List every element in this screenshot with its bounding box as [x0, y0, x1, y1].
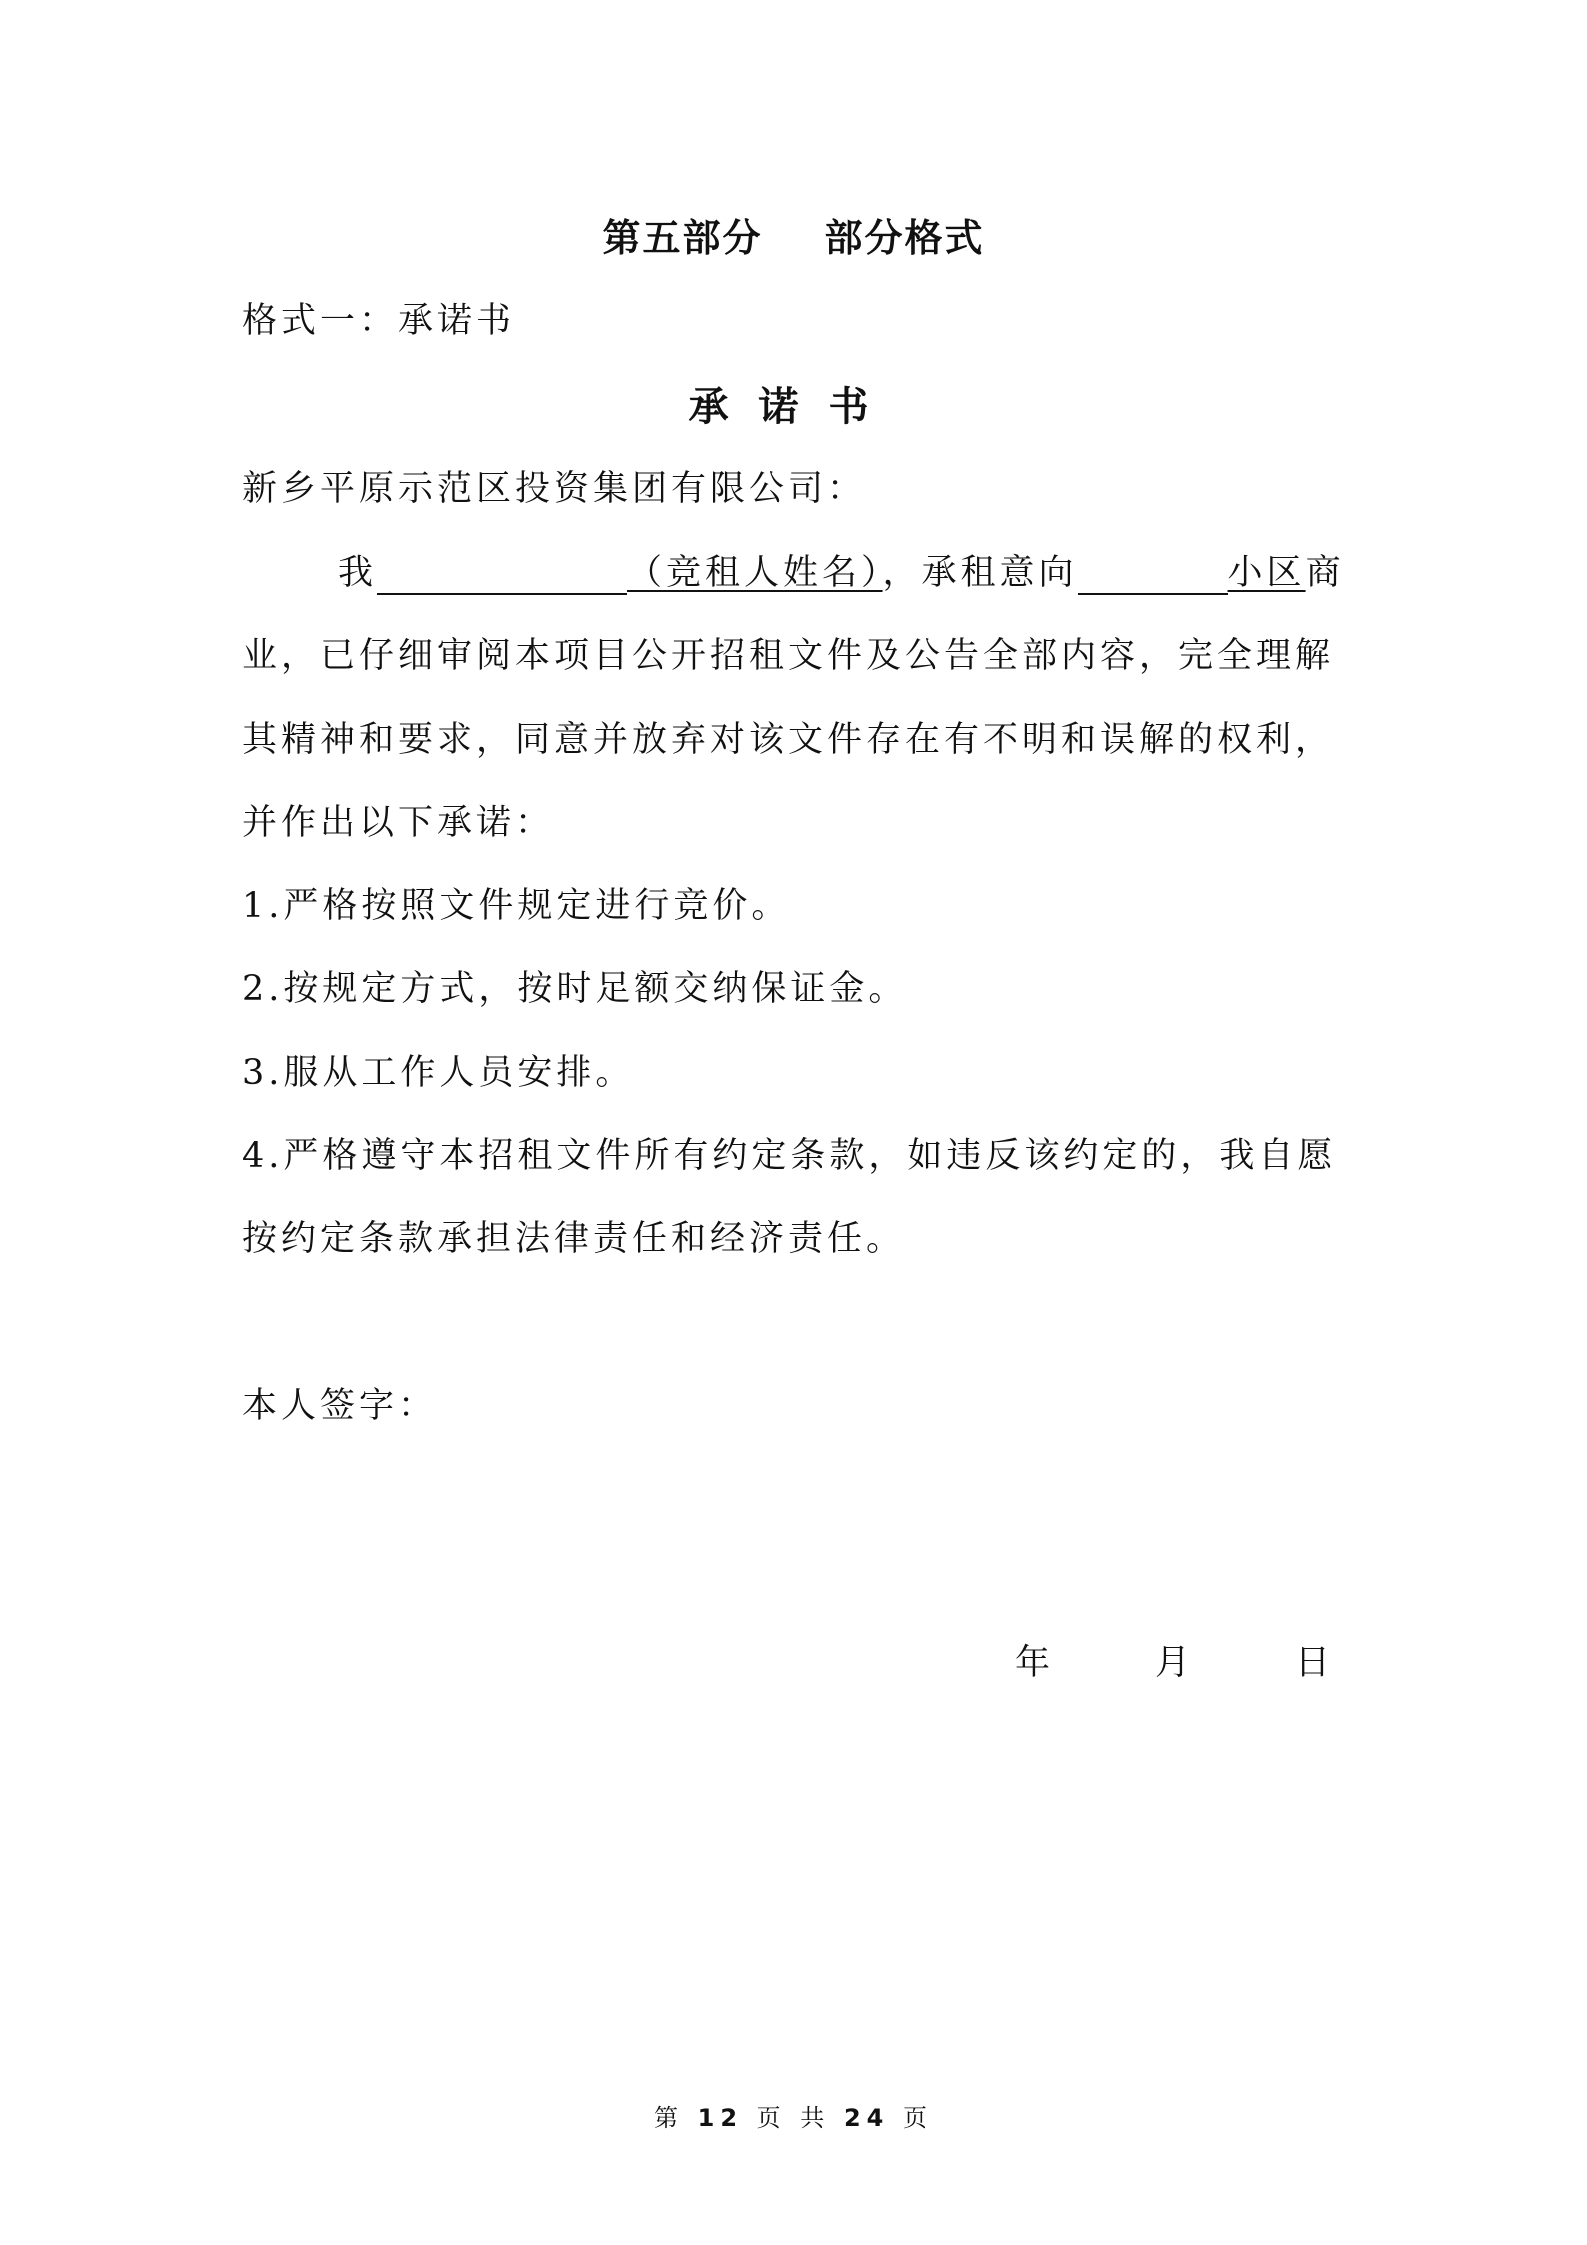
section-part: 第五部分: [602, 216, 763, 260]
page-total: 24: [843, 2104, 890, 2132]
area-blank: [1078, 557, 1228, 595]
date-day: 日: [1295, 1643, 1331, 1683]
name-blank: [377, 557, 627, 595]
pledge-paragraph-line1: [242, 545, 1345, 595]
footer-post: 页: [903, 2104, 933, 2132]
section-name: 部分格式: [824, 216, 985, 260]
pledge-item-3: 3.服从工作人员安排。: [242, 1053, 635, 1093]
format-label: 格式一：承诺书: [242, 301, 516, 341]
area-suffix: 小区: [1227, 553, 1306, 593]
pledge-mid: ，承租意向: [882, 553, 1078, 593]
document-title: 承诺书: [688, 383, 899, 430]
page-footer: [0, 2098, 1587, 2133]
pledge-paragraph-line3: 其精神和要求，同意并放弃对该文件存在有不明和误解的权利，: [242, 720, 1335, 760]
pledge-paragraph-line4: 并作出以下承诺：: [242, 803, 555, 843]
pledge-end: 商: [1305, 553, 1345, 593]
section-heading: [0, 207, 1587, 262]
page-number: 12: [697, 2104, 744, 2132]
footer-pre: 第: [653, 2104, 684, 2132]
signature-label: 本人签字：: [242, 1386, 438, 1426]
name-hint: （竞租人姓名）: [627, 553, 883, 593]
pledge-item-2: 2.按规定方式，按时足额交纳保证金。: [242, 969, 908, 1009]
pledge-start: 我: [338, 553, 378, 593]
pledge-item-4-cont: 按约定条款承担法律责任和经济责任。: [242, 1219, 906, 1259]
pledge-item-4: 4.严格遵守本招租文件所有约定条款，如违反该约定的，我自愿: [242, 1136, 1337, 1176]
addressee: 新乡平原示范区投资集团有限公司：: [242, 469, 867, 509]
footer-mid: 页 共: [756, 2104, 831, 2132]
date-year: 年: [1015, 1643, 1051, 1683]
pledge-item-1: 1.严格按照文件规定进行竞价。: [242, 886, 791, 926]
pledge-paragraph-line2: 业，已仔细审阅本项目公开招租文件及公告全部内容，完全理解: [242, 636, 1335, 676]
date-month: 月: [1155, 1643, 1191, 1683]
